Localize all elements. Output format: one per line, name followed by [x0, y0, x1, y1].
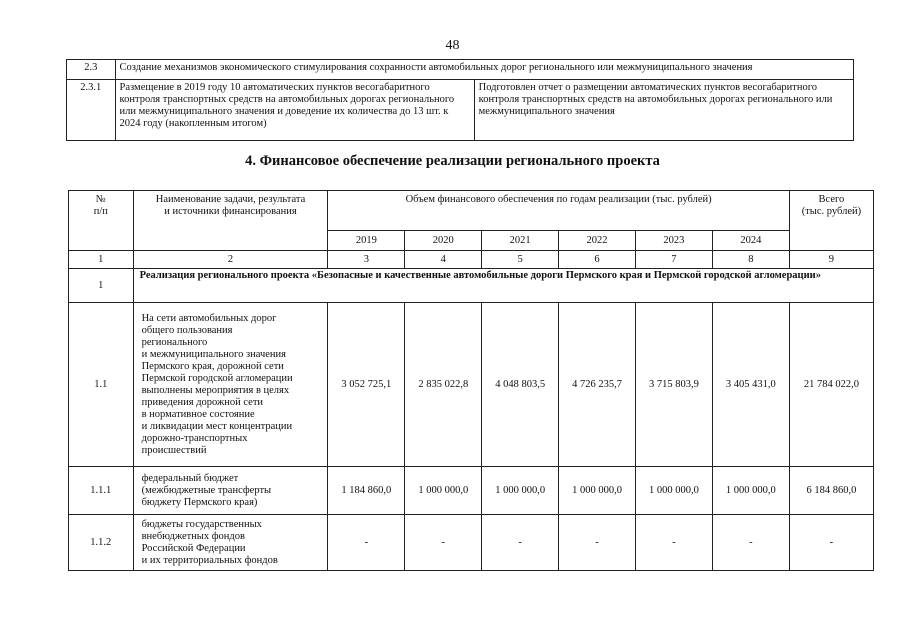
table-row	[69, 303, 874, 467]
column-number: 6	[559, 251, 636, 269]
column-number: 8	[712, 251, 789, 269]
header-name: Наименование задачи, результата и источники финансирования	[133, 191, 328, 251]
financing-table	[68, 190, 874, 571]
table-row	[69, 467, 874, 515]
project-row	[69, 269, 874, 303]
column-number: 1	[69, 251, 134, 269]
year-header: 2023	[635, 231, 712, 251]
value-cell: -	[635, 515, 712, 571]
task-text: Создание механизмов экономического стимулирования сохранности автомобильных дорог регионального или межмуниципального значения	[115, 60, 853, 80]
value-cell: -	[559, 515, 636, 571]
value-cell: -	[482, 515, 559, 571]
value-cell: 1 000 000,0	[482, 467, 559, 515]
column-number: 5	[482, 251, 559, 269]
value-cell: 3 405 431,0	[712, 303, 789, 467]
header-total: Всего (тыс. рублей)	[789, 191, 873, 251]
total-cell: -	[789, 515, 873, 571]
row-number: 1.1.1	[69, 467, 134, 515]
table-row	[69, 515, 874, 571]
row-number: 1	[69, 269, 134, 303]
value-cell: -	[405, 515, 482, 571]
row-number: 1.1.2	[69, 515, 134, 571]
section-title: 4. Финансовое обеспечение реализации регионального проекта	[245, 153, 660, 169]
project-title: Реализация регионального проекта «Безопасные и качественные автомобильные дороги Пермского края и Пермской городской агломерации»	[133, 269, 873, 303]
value-cell: 3 052 725,1	[328, 303, 405, 467]
year-header: 2021	[482, 231, 559, 251]
column-number: 2	[133, 251, 328, 269]
year-header: 2022	[559, 231, 636, 251]
column-numbers-row	[69, 251, 874, 269]
header-row	[69, 191, 874, 231]
value-cell: 3 715 803,9	[635, 303, 712, 467]
header-no: № п/п	[69, 191, 134, 251]
value-cell: 1 000 000,0	[405, 467, 482, 515]
row-name: бюджеты государственных внебюджетных фондов Российской Федерации и их территориальных фондов	[133, 515, 328, 571]
value-cell: 2 835 022,8	[405, 303, 482, 467]
row-number: 2.3.1	[67, 80, 116, 141]
column-number: 3	[328, 251, 405, 269]
goals-table	[66, 59, 854, 141]
value-cell: 1 000 000,0	[559, 467, 636, 515]
value-cell: 4 726 235,7	[559, 303, 636, 467]
header-volume: Объем финансового обеспечения по годам реализации (тыс. рублей)	[328, 191, 789, 231]
report-text: Подготовлен отчет о размещении автоматических пунктов весогабаритного контроля транспортных средств на автомобильных дорогах регионального или межмуниципального значения	[474, 80, 853, 141]
row-number: 2.3	[67, 60, 116, 80]
value-cell: -	[712, 515, 789, 571]
year-header: 2019	[328, 231, 405, 251]
column-number: 7	[635, 251, 712, 269]
table-row	[67, 80, 854, 141]
value-cell: 1 000 000,0	[635, 467, 712, 515]
value-cell: 1 000 000,0	[712, 467, 789, 515]
row-name: федеральный бюджет (межбюджетные трансферты бюджету Пермского края)	[133, 467, 328, 515]
total-cell: 6 184 860,0	[789, 467, 873, 515]
value-cell: 1 184 860,0	[328, 467, 405, 515]
total-cell: 21 784 022,0	[789, 303, 873, 467]
column-number: 4	[405, 251, 482, 269]
column-number: 9	[789, 251, 873, 269]
page-number: 48	[445, 38, 460, 53]
value-cell: 4 048 803,5	[482, 303, 559, 467]
result-text: Размещение в 2019 году 10 автоматических пунктов весогабаритного контроля транспортных средств на автомобильных дорогах регионального или межмуниципального значения и доведение их количества до 13 шт. к 2024 году (накопленным итогом)	[115, 80, 474, 141]
row-number: 1.1	[69, 303, 134, 467]
value-cell: -	[328, 515, 405, 571]
year-header: 2024	[712, 231, 789, 251]
table-row	[67, 60, 854, 80]
row-name: На сети автомобильных дорог общего пользования регионального и межмуниципального значения Пермского края, дорожной сети Пермской городской агломерации выполнены мероприятия в целях приведения дорожной сети в нормативное состояние и ликвидации мест концентрации дорожно-транспортных происшествий	[133, 303, 328, 467]
year-header: 2020	[405, 231, 482, 251]
